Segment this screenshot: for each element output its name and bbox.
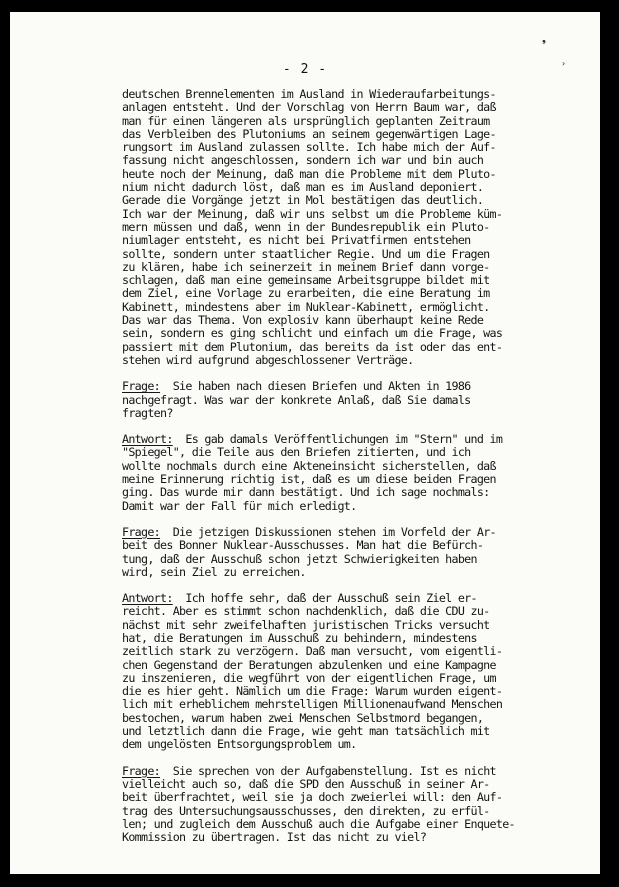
line-text: Ich war der Meinung, daß wir uns selbst um die Probleme küm- — [122, 206, 503, 221]
speaker-label: Antwort: — [122, 432, 173, 447]
line-text: Die jetzigen Diskussionen stehen im Vorfeld der Ar- — [160, 524, 496, 539]
line-text: nium nicht dadurch löst, daß man es im Ausland deponiert. — [122, 180, 484, 195]
text-line — [122, 168, 592, 181]
text-line — [122, 446, 592, 459]
line-text: anlagen entsteht. Und der Vorschlag von Herrn Baum war, daß — [122, 100, 496, 115]
line-text: das Verbleiben des Plutoniums an seinem gegenwärtigen Lage- — [122, 126, 496, 141]
text-line — [122, 261, 592, 274]
text-line — [122, 473, 592, 486]
text-line — [122, 394, 592, 407]
line-text: sein, sondern es ging schlicht und einfach um die Frage, was — [122, 326, 503, 341]
text-line — [122, 725, 592, 738]
line-text: niumlager entsteht, es nicht bei Privatfirmen entstehen — [122, 233, 471, 248]
text-line — [122, 128, 592, 141]
line-text: heute noch der Meinung, daß man die Probleme mit dem Pluto- — [122, 166, 496, 181]
line-text: Gerade die Vorgänge jetzt in Mol bestätigen das deutlich. — [122, 193, 484, 208]
line-text: tung, daß der Ausschuß schon jetzt Schwierigkeiten haben — [122, 551, 477, 566]
text-line — [122, 765, 592, 778]
paragraph — [122, 526, 592, 579]
line-text: man für einen längeren als ursprünglich geplanten Zeitraum — [122, 113, 490, 128]
text-line — [122, 181, 592, 194]
text-line — [122, 354, 592, 367]
text-line — [122, 526, 592, 539]
text-line — [122, 101, 592, 114]
line-text: wird, sein Ziel zu erreichen. — [122, 564, 306, 579]
paragraph — [122, 433, 592, 513]
line-text: Ich hoffe sehr, daß der Ausschuß sein Ziel er- — [172, 591, 477, 606]
text-line — [122, 433, 592, 446]
text-line — [122, 327, 592, 340]
line-text: lich mit erheblichem mehrstelligen Millionenaufwand Menschen — [122, 697, 503, 712]
line-text: nachgefragt. Was war der konkrete Anlaß, daß Sie damals — [122, 392, 471, 407]
text-line — [122, 698, 592, 711]
text-line — [122, 274, 592, 287]
text-line — [122, 407, 592, 420]
document-page — [10, 12, 600, 874]
line-text: Sie sprechen von der Aufgabenstellung. Ist es nicht — [160, 763, 496, 778]
line-text: Sie haben nach diesen Briefen und Akten in 1986 — [160, 379, 471, 394]
line-text: beit überfrachtet, weil sie ja doch zweierlei will: den Auf- — [122, 790, 503, 805]
line-text: hat, die Beratungen im Ausschuß zu behindern, mindestens — [122, 630, 477, 645]
speaker-label: Frage: — [122, 524, 161, 539]
text-line — [122, 659, 592, 672]
corner-mark-top: ❟ — [542, 34, 546, 45]
text-line — [122, 154, 592, 167]
text-line — [122, 619, 592, 632]
body-text — [122, 88, 592, 857]
line-text: trag des Untersuchungsausschusses, den direkten, zu erfül- — [122, 803, 490, 818]
text-line — [122, 486, 592, 499]
line-text: beit des Bonner Nuklear-Ausschusses. Man hat die Befürch- — [122, 538, 484, 553]
line-text: vielleicht auch so, daß die SPD den Ausschuß in seiner Ar- — [122, 776, 490, 791]
text-line — [122, 141, 592, 154]
text-line — [122, 88, 592, 101]
line-text: bestochen, warum haben zwei Menschen Selbstmord begangen, — [122, 710, 484, 725]
line-text: dem ungelösten Entsorgungsproblem um. — [122, 737, 357, 752]
paragraph — [122, 88, 592, 367]
line-text: chen Gegenstand der Beratungen abzulenken und eine Kampagne — [122, 657, 496, 672]
line-text: und letztlich dann die Frage, wie geht man tatsächlich mit — [122, 724, 490, 739]
line-text: dem Ziel, eine Vorlage zu erarbeiten, die eine Beratung im — [122, 286, 490, 301]
text-line — [122, 592, 592, 605]
speaker-label: Frage: — [122, 763, 161, 778]
line-text: reicht. Aber es stimmt schon nachdenklich, daß die CDU zu- — [122, 604, 490, 619]
line-text: zeitlich stark zu verzögern. Daß man versucht, vom eigentli- — [122, 644, 503, 659]
line-text: "Spiegel", die Teile aus den Briefen zitierten, und ich — [122, 445, 471, 460]
line-text: passiert mit dem Plutonium, das bereits da ist oder das ent- — [122, 339, 503, 354]
line-text: schlagen, daß man eine gemeinsame Arbeitsgruppe bildet mit — [122, 273, 490, 288]
line-text: die es hier geht. Nämlich um die Frage: Warum wurden eigent- — [122, 684, 503, 699]
text-line — [122, 341, 592, 354]
paragraph — [122, 592, 592, 752]
line-text: rungsort im Ausland zulassen sollte. Ich habe mich der Auf- — [122, 140, 496, 155]
text-line — [122, 380, 592, 393]
text-line — [122, 738, 592, 751]
text-line — [122, 805, 592, 818]
text-line — [122, 685, 592, 698]
text-line — [122, 301, 592, 314]
text-line — [122, 287, 592, 300]
paragraph — [122, 380, 592, 420]
line-text: zu inszenieren, die wegführt von der eigentlichen Frage, um — [122, 670, 496, 685]
text-line — [122, 605, 592, 618]
text-line — [122, 831, 592, 844]
text-line — [122, 818, 592, 831]
speaker-label: Antwort: — [122, 591, 173, 606]
text-line — [122, 791, 592, 804]
line-text: len; und zugleich dem Ausschuß auch die Aufgabe einer Enquete- — [122, 816, 515, 831]
line-text: Kommission zu übertragen. Ist das nicht zu viel? — [122, 830, 427, 845]
text-line — [122, 208, 592, 221]
line-text: ging. Das wurde mir dann bestätigt. Und ich sage nochmals: — [122, 485, 490, 500]
line-text: Kabinett, mindestens aber im Nuklear-Kabinett, ermöglicht. — [122, 299, 490, 314]
text-line — [122, 314, 592, 327]
page-number: - 2 - — [282, 62, 328, 77]
text-line — [122, 460, 592, 473]
text-line — [122, 539, 592, 552]
corner-mark-side: › — [562, 59, 566, 68]
text-line — [122, 672, 592, 685]
line-text: fassung nicht angeschlossen, sondern ich war und bin auch — [122, 153, 484, 168]
line-text: zu klären, habe ich seinerzeit in meinem Brief dann vorge- — [122, 259, 490, 274]
text-line — [122, 778, 592, 791]
speaker-label: Frage: — [122, 379, 161, 394]
text-line — [122, 500, 592, 513]
text-line — [122, 553, 592, 566]
text-line — [122, 115, 592, 128]
text-line — [122, 632, 592, 645]
line-text: sollte, sondern unter staatlicher Regie. Und um die Fragen — [122, 246, 490, 261]
text-line — [122, 566, 592, 579]
paragraph — [122, 765, 592, 845]
line-text: nächst mit sehr zweifelhaften juristischen Tricks versucht — [122, 617, 490, 632]
line-text: Das war das Thema. Von explosiv kann überhaupt keine Rede — [122, 313, 484, 328]
text-line — [122, 221, 592, 234]
line-text: fragten? — [122, 405, 173, 420]
line-text: meine Erinnerung richtig ist, daß es um diese beiden Fragen — [122, 472, 496, 487]
text-line — [122, 234, 592, 247]
line-text: wollte nochmals durch eine Akteneinsicht sicherstellen, daß — [122, 458, 496, 473]
text-line — [122, 194, 592, 207]
line-text: Es gab damals Veröffentlichungen im "Stern" und im — [172, 432, 503, 447]
text-line — [122, 712, 592, 725]
line-text: Damit war der Fall für mich erledigt. — [122, 498, 357, 513]
line-text: deutschen Brennelementen im Ausland in Wiederaufarbeitungs- — [122, 87, 496, 101]
line-text: stehen wird aufgrund abgeschlossener Verträge. — [122, 352, 414, 367]
line-text: mern müssen und daß, wenn in der Bundesrepublik ein Pluto- — [122, 219, 490, 234]
text-line — [122, 645, 592, 658]
text-line — [122, 248, 592, 261]
